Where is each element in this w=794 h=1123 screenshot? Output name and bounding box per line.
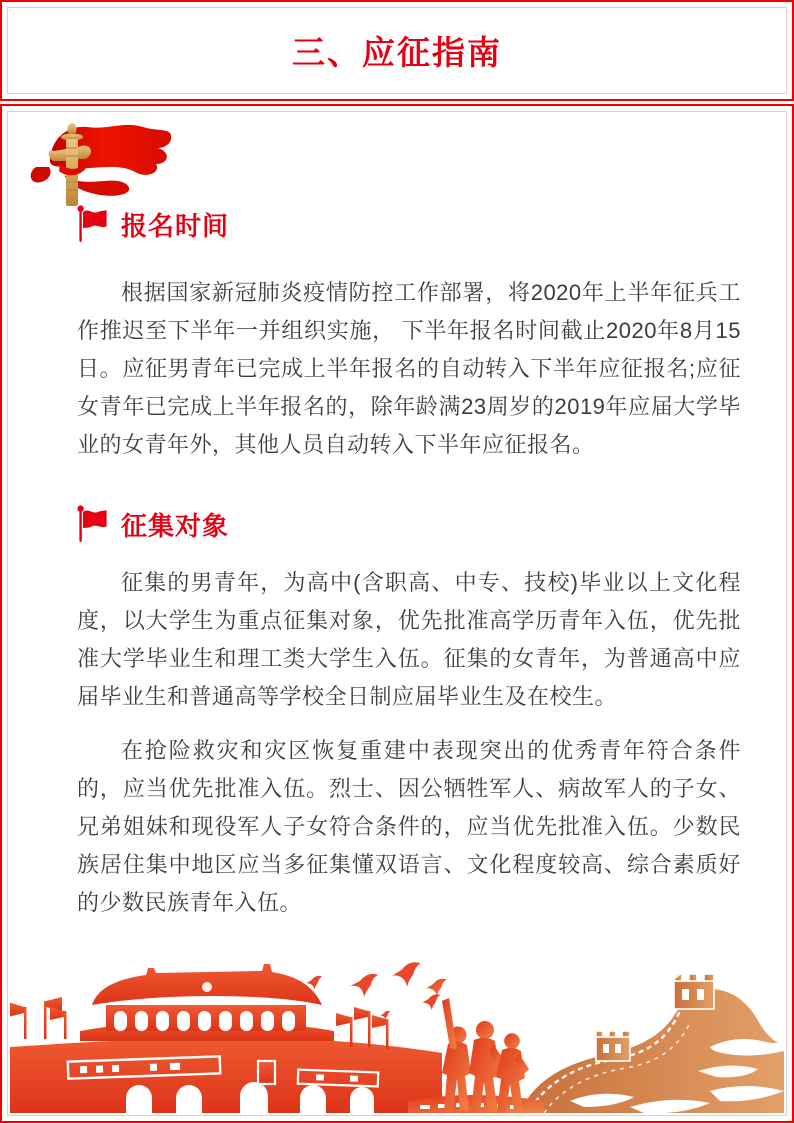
page-title: 三、应征指南 (292, 34, 502, 71)
doves (306, 962, 440, 1020)
tiananmen-silhouette (10, 964, 442, 1113)
header-box (0, 0, 794, 101)
red-flag-icon (77, 204, 107, 244)
section-recruitment-targets (77, 504, 741, 922)
paragraph: 在抢险救灾和灾区恢复重建中表现突出的优秀青年符合条件的，应当优先批准入伍。烈士、因公牺牲军人、病故军人的子女、兄弟姐妹和现役军人子女符合条件的，应当优先批准入伍。少数民族居住集中地区应当多征集懂双语言、文化程度较高、综合素质好的少数民族青年入伍。 (77, 738, 741, 915)
red-flag-icon (77, 504, 107, 544)
header-box-inner (7, 7, 787, 94)
paragraph: 根据国家新冠肺炎疫情防控工作部署，将2020年上半年征兵工作推迟至下半年一并组织实施， 下半年报名时间截止2020年8月15日。应征男青年已完成上半年报名的自动转入下半年应征报名;应征女青年已完成上半年报名的，除年龄满23周岁的2019年应届大学毕业的女青年外，其他人员自动转入下半年应征报名。 (77, 280, 741, 457)
content-column (77, 112, 741, 922)
paragraph: 征集的男青年，为高中(含职高、中专、技校)毕业以上文化程度，以大学生为重点征集对象，优先批准高学历青年入伍，优先批准大学毕业生和理工类大学生入伍。征集的女青年，为普通高中应届毕业生和普通高等学校全日制应届毕业生及在校生。 (77, 570, 741, 709)
section-heading-label: 报名时间 (121, 210, 230, 241)
section-heading-row (77, 504, 741, 544)
main-box (0, 104, 794, 1123)
section-heading-row (77, 204, 741, 244)
bottom-illustration (10, 951, 784, 1113)
section-heading-label: 征集对象 (121, 510, 230, 541)
section-registration-time (77, 204, 741, 464)
great-wall-silhouette (520, 965, 784, 1113)
main-box-inner (7, 111, 787, 1116)
